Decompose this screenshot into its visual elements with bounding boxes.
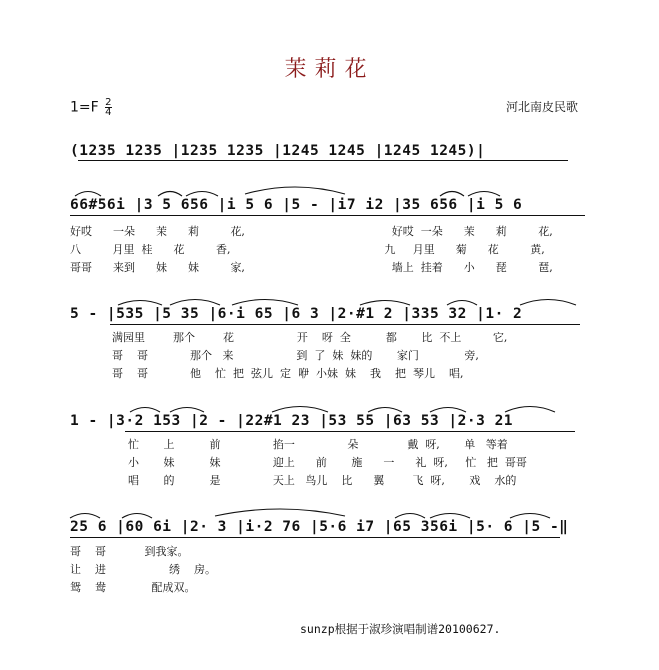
lyric-syllable: 满园里 — [112, 331, 145, 344]
notation-staff-2: 5 - |535 |5 35 |6·i 65 |6 3 |2·#1 2 |335 32 |1· 2 — [70, 306, 523, 322]
notation-staff-3: 1 - |3·2 153 |2 - |22#1 23 |53 55 |63 53 |2·3 21 — [70, 413, 514, 429]
lyric-syllable: 了 — [314, 349, 326, 362]
lyric-syllable: 八 — [70, 243, 81, 256]
staff2-underline — [110, 324, 580, 325]
lyric-syllable: 的 — [163, 474, 175, 487]
lyric-verse1-line4 — [70, 543, 188, 559]
time-signature — [105, 98, 111, 117]
lyric-syllable: 天上 — [272, 474, 295, 487]
lyric-syllable: 墙上 — [391, 261, 414, 274]
lyric-syllable: 哥 — [137, 367, 148, 380]
lyric-verse3-line3 — [128, 472, 516, 488]
lyric-syllable: 哥哥 — [504, 456, 527, 469]
lyric-syllable: 哥 — [137, 349, 148, 362]
lyric-syllable: 鸳 — [70, 581, 81, 594]
lyric-syllable: 家。 — [166, 545, 189, 558]
lyric-syllable: 妹 — [344, 367, 356, 380]
song-source: 河北南皮民歌 — [506, 100, 579, 114]
song-title: 茉莉花 — [284, 57, 375, 82]
lyric-syllable: 是 — [209, 474, 221, 487]
lyric-verse1-line2 — [112, 329, 507, 345]
lyric-syllable: 妹 — [187, 261, 199, 274]
lyric-syllable: 上 — [163, 438, 175, 451]
lyric-syllable: 飞 — [412, 474, 424, 487]
lyric-syllable: 忙 — [214, 367, 226, 380]
lyric-syllable: 把 — [394, 367, 406, 380]
lyric-syllable: 哥 — [95, 545, 106, 558]
staff1-underline — [70, 215, 585, 216]
lyric-syllable: 月里 — [412, 243, 435, 256]
lyric-syllable: 茉 — [463, 225, 475, 238]
lyric-syllable: 等着 — [485, 438, 508, 451]
lyric-syllable: 全 — [339, 331, 351, 344]
lyric-syllable: 掐一 — [272, 438, 295, 451]
lyric-verse3-line2 — [112, 365, 463, 381]
key-signature — [70, 98, 112, 117]
lyric-syllable: 妹 — [155, 261, 167, 274]
lyric-syllable: 小 — [463, 261, 475, 274]
lyric-syllable: 家门 — [396, 349, 419, 362]
lyric-syllable: 咿 — [297, 367, 309, 380]
lyric-syllable: 花, — [230, 225, 245, 238]
lyric-syllable: 一朵 — [420, 225, 443, 238]
key-label: 1=F — [70, 99, 99, 116]
lyric-syllable: 比 — [341, 474, 353, 487]
lyric-syllable: 桂 — [141, 243, 153, 256]
lyric-syllable: 莉 — [187, 225, 199, 238]
lyric-syllable: 九 — [384, 243, 396, 256]
lyric-verse2-line4 — [70, 561, 216, 577]
lyric-syllable: 绣 — [168, 563, 180, 576]
lyric-syllable: 戏 — [469, 474, 481, 487]
lyric-syllable: 不上 — [439, 331, 462, 344]
lyric-syllable: 哥 — [70, 545, 81, 558]
lyric-syllable: 一朵 — [112, 225, 135, 238]
lyric-verse3-line4 — [70, 579, 195, 595]
lyric-syllable: 唱, — [448, 367, 464, 380]
lyric-syllable: 朵 — [347, 438, 359, 451]
lyric-syllable: 戴 — [407, 438, 419, 451]
lyric-syllable: 配成 — [151, 581, 174, 594]
notation-staff-intro: (1235 1235 |1235 1235 |1245 1245 |1245 1245)| — [70, 143, 486, 159]
lyric-syllable: 呀, — [433, 456, 448, 469]
lyric-verse2-line2 — [112, 347, 479, 363]
lyric-syllable: 让 — [70, 563, 81, 576]
lyric-syllable: 旁, — [464, 349, 479, 362]
lyric-syllable: 翼 — [373, 474, 385, 487]
lyric-syllable: 忙 — [465, 456, 477, 469]
lyric-syllable: 单 — [464, 438, 476, 451]
lyric-syllable: 比 — [421, 331, 433, 344]
lyric-syllable: 小妹 — [315, 367, 338, 380]
staff3-underline — [125, 431, 575, 432]
lyric-syllable: 小 — [128, 456, 139, 469]
time-signature-bottom: 4 — [105, 107, 112, 118]
lyric-syllable: 它, — [492, 331, 508, 344]
lyric-syllable: 那个 — [189, 349, 212, 362]
time-signature-top: 2 — [105, 97, 112, 108]
lyric-syllable: 哥 — [112, 349, 123, 362]
lyric-syllable: 都 — [385, 331, 397, 344]
lyric-syllable: 花 — [222, 331, 234, 344]
lyric-syllable: 忙 — [128, 438, 139, 451]
lyric-syllable: 房。 — [193, 563, 216, 576]
lyric-syllable: 黄, — [530, 243, 545, 256]
lyric-syllable: 茉 — [155, 225, 167, 238]
lyric-verse2-line1 — [70, 241, 545, 257]
lyric-syllable: 妹 — [209, 456, 221, 469]
lyric-syllable: 他 — [189, 367, 201, 380]
lyric-syllable: 琶, — [538, 261, 553, 274]
lyric-syllable: 妹的 — [350, 349, 373, 362]
lyric-syllable: 香, — [215, 243, 231, 256]
lyric-syllable: 定 — [279, 367, 291, 380]
lyric-syllable: 把 — [232, 367, 244, 380]
lyric-syllable: 到 — [296, 349, 308, 362]
lyric-syllable: 把 — [486, 456, 498, 469]
lyric-syllable: 双。 — [173, 581, 196, 594]
lyric-syllable: 来到 — [112, 261, 135, 274]
lyric-syllable: 哥哥 — [70, 261, 92, 274]
lyric-syllable: 哥 — [112, 367, 123, 380]
lyric-syllable: 呀, — [430, 474, 445, 487]
lyric-syllable: 好哎 — [70, 225, 92, 238]
lyric-syllable: 开 — [296, 331, 308, 344]
notation-staff-4: 25 6 |60 6i |2· 3 |i·2 76 |5·6 i7 |65 356i |5· 6 |5 -‖ — [70, 519, 569, 535]
lyric-syllable: 花 — [487, 243, 499, 256]
lyric-syllable: 迎上 — [272, 456, 295, 469]
lyric-syllable: 妹 — [163, 456, 175, 469]
staff4-underline — [70, 537, 560, 538]
lyric-syllable: 菊 — [455, 243, 467, 256]
lyric-syllable: 我 — [369, 367, 381, 380]
lyric-syllable: 花, — [538, 225, 553, 238]
lyric-syllable: 礼 — [415, 456, 427, 469]
lyric-syllable: 琵 — [495, 261, 507, 274]
lyric-syllable: 来 — [222, 349, 234, 362]
notation-staff-1: 66#56i |3 5 656 |i 5 6 |5 - |i7 i2 |35 656 |i 5 6 — [70, 197, 523, 213]
lyric-syllable: 施 — [351, 456, 363, 469]
lyric-syllable: 花 — [173, 243, 185, 256]
lyric-verse3-line1 — [70, 259, 553, 275]
lyric-syllable: 水的 — [494, 474, 517, 487]
lyric-syllable: 妹 — [332, 349, 344, 362]
lyric-syllable: 呀, — [425, 438, 440, 451]
lyric-syllable: 进 — [95, 563, 106, 576]
lyric-syllable: 家, — [230, 261, 245, 274]
lyric-verse1-line1 — [70, 223, 553, 239]
lyric-syllable: 唱 — [128, 474, 139, 487]
lyric-verse1-line3 — [128, 436, 508, 452]
lyric-syllable: 那个 — [172, 331, 195, 344]
lyric-syllable: 一 — [383, 456, 395, 469]
lyric-syllable: 挂着 — [420, 261, 443, 274]
lyric-syllable: 琴儿 — [412, 367, 435, 380]
intro-underline — [78, 160, 568, 161]
lyric-syllable: 鸯 — [95, 581, 106, 594]
lyric-syllable: 前 — [315, 456, 327, 469]
transcription-credit: sunzp根据于淑珍演唱制谱20100627. — [300, 622, 501, 636]
lyric-syllable: 好哎 — [391, 225, 414, 238]
lyric-syllable: 前 — [209, 438, 221, 451]
lyric-syllable: 弦儿 — [250, 367, 273, 380]
lyric-syllable: 鸟儿 — [305, 474, 328, 487]
lyric-verse2-line3 — [128, 454, 527, 470]
lyric-syllable: 呀 — [321, 331, 333, 344]
lyric-syllable: 到我 — [144, 545, 167, 558]
lyric-syllable: 月里 — [112, 243, 135, 256]
lyric-syllable: 莉 — [495, 225, 507, 238]
